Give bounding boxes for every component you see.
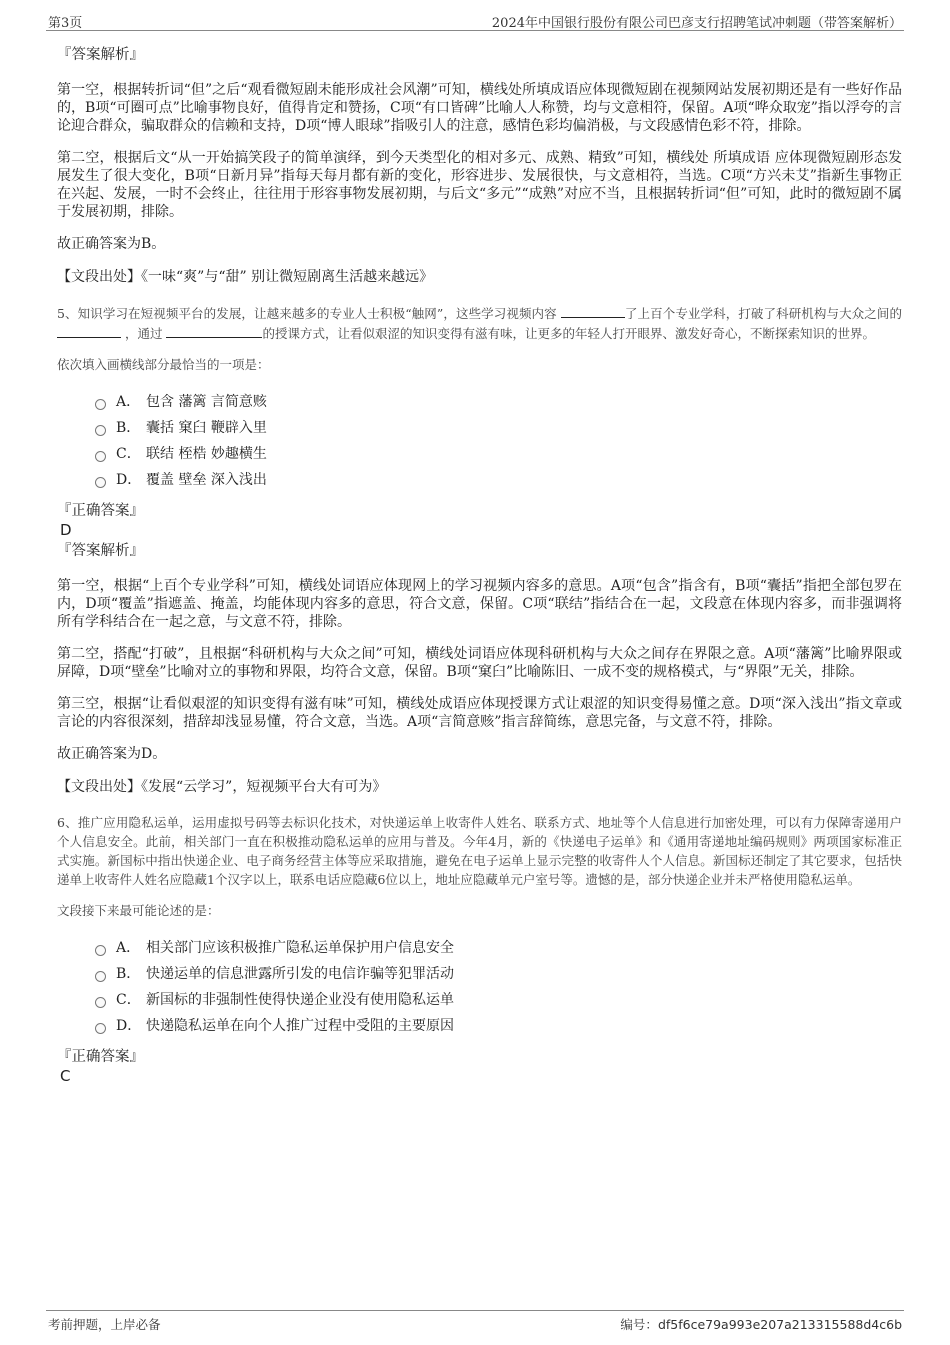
radio-icon[interactable] <box>95 997 106 1008</box>
option-a[interactable]: A． 包含 藩篱 言简意赅 <box>95 389 902 415</box>
question-6-options <box>95 935 902 1039</box>
option-c[interactable]: C． 联结 桎梏 妙趣横生 <box>95 441 902 467</box>
analysis-paragraph: 第一空，根据“上百个专业学科”可知，横线处词语应体现网上的学习视频内容多的意思。A项“包含”指含有，B项“囊括”指把全部包罗在内，D项“覆盖”指遮盖、掩盖，均能体现内容多的意思，符合文意，保留。C项“联结”指结合在一起，文段意在体现内容多，而非强调将所有学科结合在一起之意，与文意不符，排除。 <box>57 578 902 630</box>
document-title: 2024年中国银行股份有限公司巴彦支行招聘笔试冲刺题（带答案解析） <box>491 16 902 31</box>
option-b[interactable]: B． 囊括 窠臼 鞭辟入里 <box>95 415 902 441</box>
radio-icon[interactable] <box>95 945 106 956</box>
fill-blank-2 <box>57 323 121 338</box>
correct-answer: C <box>60 1067 71 1085</box>
correct-answer-heading: 『正确答案』 <box>57 1049 144 1065</box>
radio-icon[interactable] <box>95 1023 106 1034</box>
radio-icon[interactable] <box>95 451 106 462</box>
option-c[interactable]: C． 新国标的非强制性使得快递企业没有使用隐私运单 <box>95 987 902 1013</box>
question-stem: 依次填入画横线部分最恰当的一项是： <box>57 357 270 372</box>
analysis-paragraph: 第二空，搭配“打破”，且根据“科研机构与大众之间”可知，横线处词语应体现科研机构与大众之间存在界限之意。A项“藩篱”比喻界限或屏障，D项“壁垒”比喻对立的事物和界限，均符合文意，保留。B项“窠臼”比喻陈旧、一成不变的规格模式，与“界限”无关，排除。 <box>57 646 902 680</box>
option-d[interactable]: D． 快递隐私运单在向个人推广过程中受阻的主要原因 <box>95 1013 902 1039</box>
footer-slogan: 考前押题，上岸必备 <box>48 1317 161 1332</box>
page-number: 第3页 <box>48 16 83 31</box>
question-stem: 文段接下来最可能论述的是： <box>57 903 220 918</box>
question-5-text: 5、知识学习在短视频平台的发展，让越来越多的专业人士积极“触网”，这些学习视频内容 了上百个专业学科，打破了科研机构与大众之间的 ，通过 的授课方式，让看似艰涩的知识变得有滋有味，让更多的年轻人打开眼界、激发好奇心，不断探索知识的世界。 <box>57 303 902 343</box>
option-b[interactable]: B． 快递运单的信息泄露所引发的电信诈骗等犯罪活动 <box>95 961 902 987</box>
question-6-text: 6、推广应用隐私运单，运用虚拟号码等去标识化技术，对快递运单上收寄件人姓名、联系方式、地址等个人信息进行加密处理，可以有力保障寄递用户个人信息安全。此前，相关部门一直在积极推动隐私运单的应用与普及。今年4月，新的《快递电子运单》和《通用寄递地址编码规则》两项国家标准正式实施。新国标中指出快递企业、电子商务经营主体等应采取措施，避免在电子运单上显示完整的收寄件人个人信息。新国标还制定了其它要求，包括快递单上收寄件人姓名应隐藏1个汉字以上，联系电话应隐藏6位以上，地址应隐藏单元户室号等。遗憾的是，部分快递企业并未严格使用隐私运单。 <box>57 815 902 887</box>
passage-source: 【文段出处】《发展“云学习”，短视频平台大有可为》 <box>57 779 387 795</box>
option-a[interactable]: A． 相关部门应该积极推广隐私运单保护用户信息安全 <box>95 935 902 961</box>
radio-icon[interactable] <box>95 425 106 436</box>
page-footer <box>46 1310 904 1341</box>
radio-icon[interactable] <box>95 399 106 410</box>
analysis-paragraph: 第三空，根据“让看似艰涩的知识变得有滋有味”可知，横线处成语应体现授课方式让艰涩的知识变得易懂之意。D项“深入浅出”指文章或言论的内容很深刻，措辞却浅显易懂，符合文意，当选。A项“言简意赅”指言辞简练，意思完备，与文意不符，排除。 <box>57 696 902 730</box>
correct-answer-heading: 『正确答案』 <box>57 503 144 519</box>
question-5-options <box>95 389 902 493</box>
page-header <box>46 0 904 31</box>
fill-blank-3 <box>166 323 262 338</box>
answer-conclusion: 故正确答案为B。 <box>57 236 166 252</box>
fill-blank-1 <box>561 303 625 318</box>
page-content <box>57 40 902 1087</box>
document-code: 编号：df5f6ce79a993e207a213315588d4c6b <box>620 1317 902 1332</box>
answer-analysis-heading: 『答案解析』 <box>57 543 144 559</box>
radio-icon[interactable] <box>95 477 106 488</box>
passage-source: 【文段出处】《一味“爽”与“甜” 别让微短剧离生活越来越远》 <box>57 269 434 285</box>
analysis-paragraph: 第二空，根据后文“从一开始搞笑段子的简单演绎，到今天类型化的相对多元、成熟、精致”可知，横线处 所填成语 应体现微短剧形态发展发生了很大变化，B项“日新月异”指每天每月都有新的变化，形容进步、发展很快，与文意相符，当选。C项“方兴未艾”指新生事物正在兴起、发展，一时不会终止，往往用于形容事物发展初期，与后文“多元”“成熟”对应不当，且根据转折词“但”可知，此时的微短剧不属于发展初期，排除。 <box>57 150 902 220</box>
correct-answer: D <box>60 521 72 539</box>
radio-icon[interactable] <box>95 971 106 982</box>
answer-analysis-heading: 『答案解析』 <box>57 47 144 63</box>
option-d[interactable]: D． 覆盖 壁垒 深入浅出 <box>95 467 902 493</box>
answer-conclusion: 故正确答案为D。 <box>57 746 167 762</box>
analysis-paragraph: 第一空，根据转折词“但”之后“观看微短剧未能形成社会风潮”可知，横线处所填成语应体现微短剧在视频网站发展初期还是有一些好作品的，B项“可圈可点”比喻事物良好，值得肯定和赞扬，C项“有口皆碑”比喻人人称赞，均与文意相符，保留。A项“哗众取宠”指以浮夸的言论迎合群众，骗取群众的信赖和支持，D项“博人眼球”指吸引人的注意，感情色彩均偏消极，与文段感情色彩不符，排除。 <box>57 82 902 134</box>
